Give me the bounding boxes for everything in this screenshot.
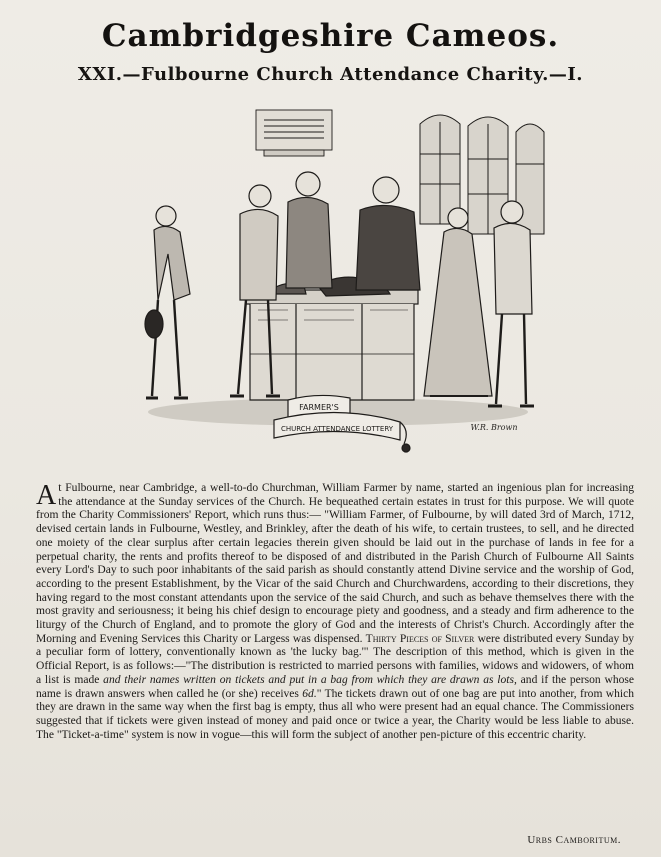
figure-left-man [145, 206, 190, 398]
article-paragraph-2: were distributed every Sunday by a peculiar form of lottery, conventionally known as 'the lucky bag.'" The description of this method, which is given in the Official Report, is as follows:—"The distribution is restricted to married persons with families, widows and widowers, of whom a list is made [36, 632, 634, 686]
article-small-caps: Thirty Pieces of Silver [365, 632, 475, 645]
church-window [420, 115, 544, 234]
figure-vicar [356, 177, 420, 290]
author-signature: Urbs Camboritum. [527, 834, 621, 846]
article-paragraph-1: t Fulbourne, near Cambridge, a well-to-do Churchman, William Farmer by name, started an ingenious plan for increasing the attendance at the Sunday services of the Church. He bequeathed certain estates in trust for this purpose. We will quote from the Charity Commissioners' Report, which runs thus:— "William Farmer, of Fulbourne, by will dated 3rd of March, 1712, devised certain lands in Fulbourne, Westley, and Brinkley, after the death of his wife, to certain trustees, to sell, and he directed one moiety of the clear surplus after certain legacies therein given should be laid out in the purchase of lands in fee for a perpetual charity, the rents and profits thereof to be disposed of and distributed in the Parish Church of Fulbourne All Saints every Lord's Day to such poor inhabitants of the said parish as should constantly attend Divine service and the worship of God, according to the present Establishment, by the Vicar of the said Church and Churchwardens, according to their discretions, they having regard to the most constant attendants upon the service of the said Church, and such as behave themselves there with the most gravity and seriousness; it being his chief design to encourage piety and goodness, and a steady and firm adherence to the liturgy of the Church of England, and to promote the glory of God and the interests of Christ's Church. Accordingly after the Morning and Evening Services this Charity or Largess was dispensed. [36, 482, 634, 645]
article-body [36, 482, 634, 822]
article-paragraph-4: " The tickets drawn out of one bag are put into another, from which they are drawn in the same way when the first bag is empty, thus all who were present had an equal chance. The Commissioners suggested that if tickets were given instead of money and paid once or twice a year, the Charity would be less liable to abuse. The "Ticket-a-time" system is now in vogue—this will form the subject of another pen-picture of this eccentric charity. [36, 687, 634, 741]
figure-woman [424, 208, 492, 396]
page-subtitle: XXI.—Fulbourne Church Attendance Charity.—I. [77, 64, 584, 85]
article-paragraph-3: and if the person whose name is drawn answers when called he (or she) receives [36, 673, 634, 700]
drop-cap: A [36, 482, 57, 511]
article-italic-1: and their names written on tickets and put in a bag from which they are drawn as lots, [103, 673, 517, 686]
wall-tablet [256, 110, 332, 156]
artist-signature: W.R. Brown [470, 423, 518, 432]
banner-line-2: CHURCH ATTENDANCE LOTTERY [280, 425, 394, 433]
engraving-illustration [128, 104, 548, 464]
figure-third-man [286, 172, 332, 288]
banner-line-1: FARMER'S [299, 403, 339, 412]
page-title: Cambridgeshire Cameos. [101, 18, 560, 54]
article-italic-2: 6d. [302, 687, 317, 700]
figure-right-man [488, 201, 534, 406]
